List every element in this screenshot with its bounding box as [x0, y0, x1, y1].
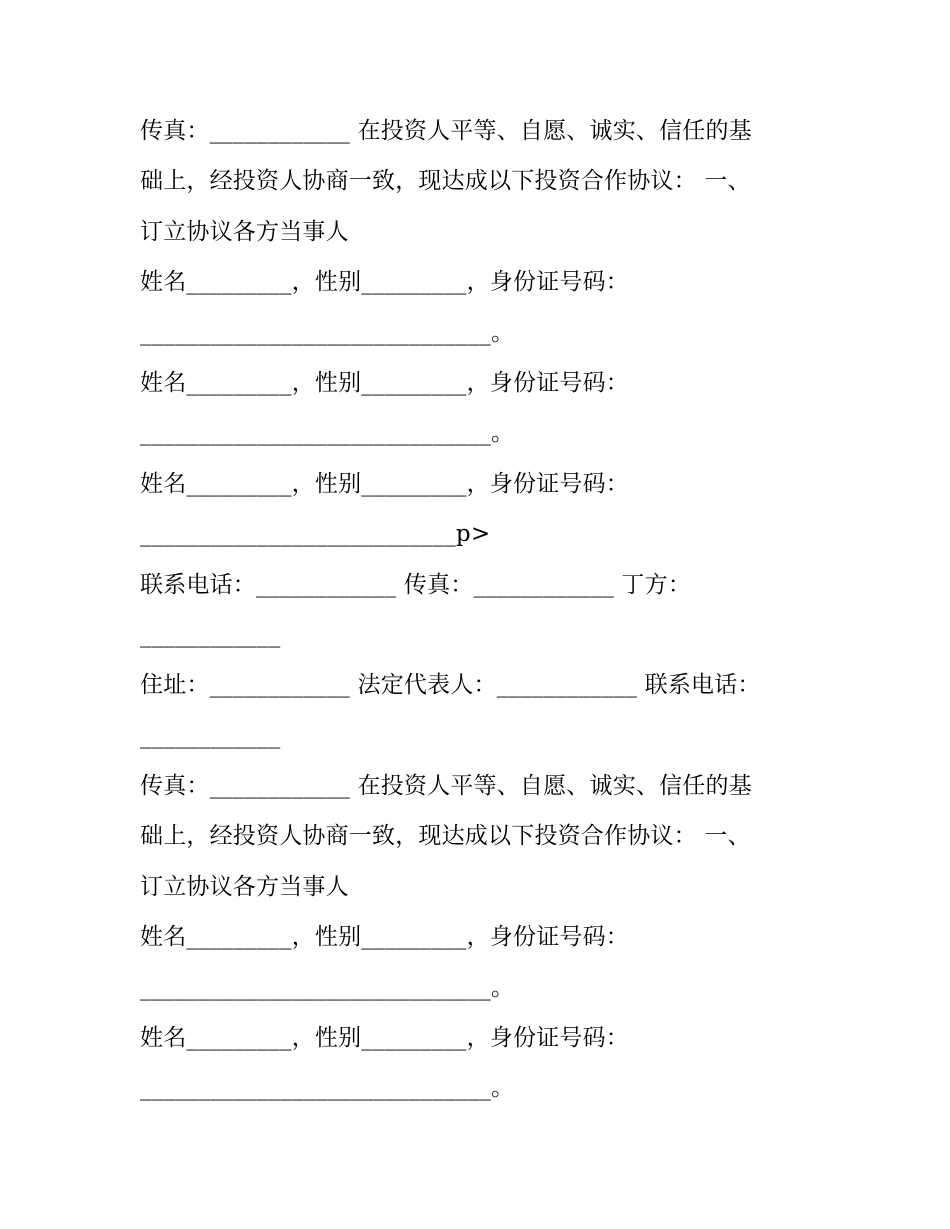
- text-line: ____________: [140, 621, 281, 648]
- text-line: 姓名_________，性别_________，身份证号码：: [140, 1025, 629, 1052]
- text-line: 联系电话：____________ 传真：____________ 丁方：: [140, 571, 692, 598]
- text-line: 订立协议各方当事人: [140, 873, 349, 900]
- text-line: 姓名_________，性别_________，身份证号码：: [140, 269, 629, 296]
- text-line: ______________________________。: [140, 420, 515, 447]
- text-line: ___________________________p>: [140, 521, 491, 548]
- text-line: 姓名_________，性别_________，身份证号码：: [140, 924, 629, 951]
- text-line: 础上，经投资人协商一致，现达成以下投资合作协议： 一、: [140, 823, 751, 850]
- document-body: [140, 106, 800, 1114]
- text-line: 姓名_________，性别_________，身份证号码：: [140, 369, 629, 396]
- text-line: 传真：____________ 在投资人平等、自愿、诚实、信任的基: [140, 118, 752, 144]
- text-line: 住址：____________ 法定代表人：____________ 联系电话：: [140, 672, 761, 699]
- text-line: ______________________________。: [140, 974, 515, 1001]
- text-line: ______________________________。: [140, 319, 515, 346]
- text-line: 传真：____________ 在投资人平等、自愿、诚实、信任的基: [140, 773, 752, 800]
- text-line: 姓名_________，性别_________，身份证号码：: [140, 470, 629, 497]
- text-line: ____________: [140, 722, 281, 749]
- text-line: 础上，经投资人协商一致，现达成以下投资合作协议： 一、: [140, 168, 751, 195]
- text-line: 订立协议各方当事人: [140, 218, 349, 245]
- text-line: ______________________________。: [140, 1075, 515, 1102]
